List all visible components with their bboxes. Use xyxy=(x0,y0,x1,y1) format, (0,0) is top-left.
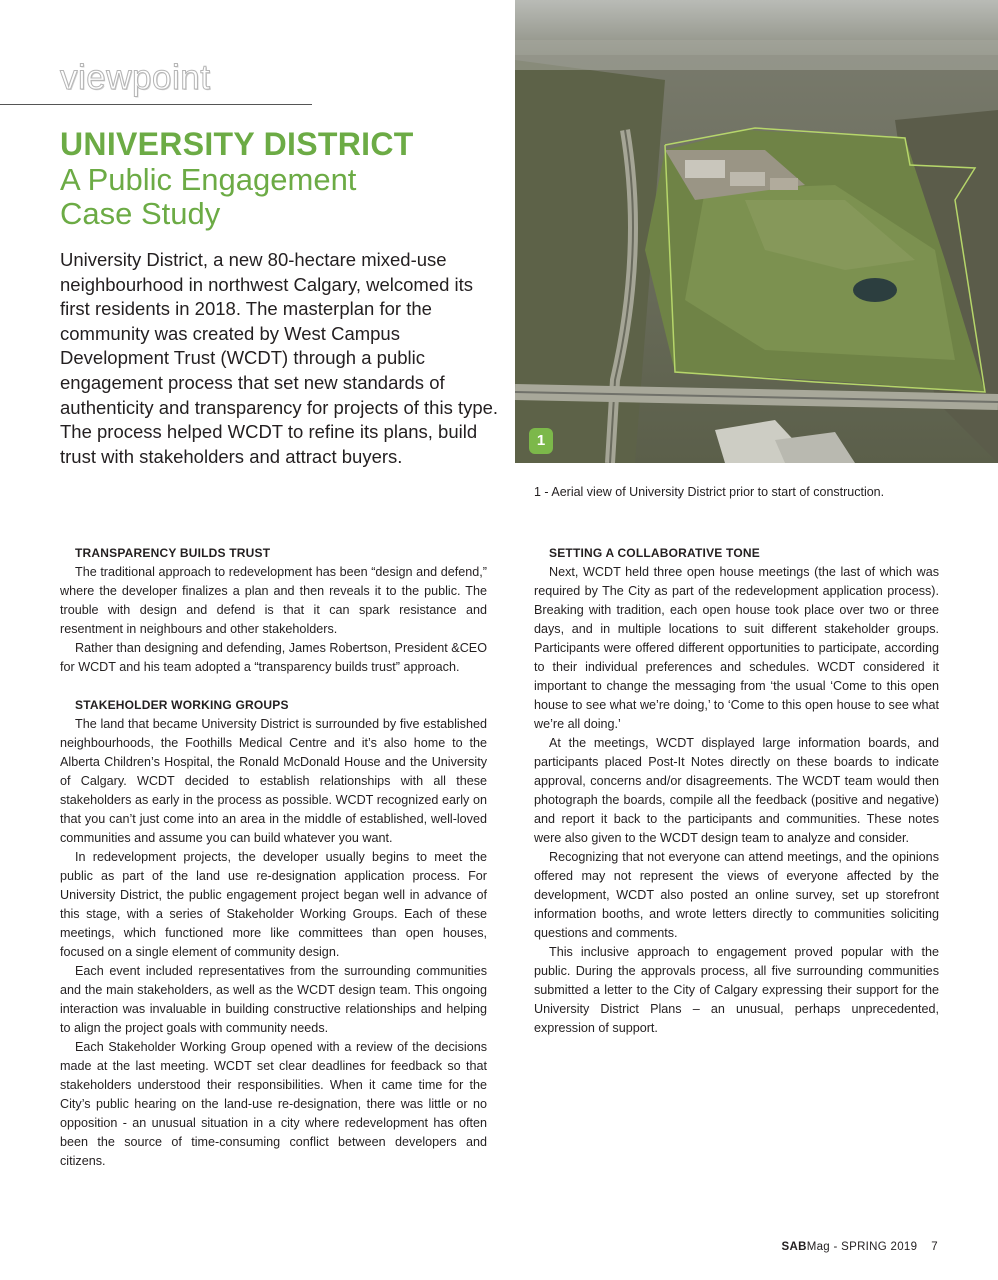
paragraph: Next, WCDT held three open house meetings (the last of which was required by The City as part of the redevelopment application process). Breaking with tradition, each open house took place over two or three days, and in multiple locations to suit different stakeholder groups. Participants were offered different opportunities to participate, according to their individual preferences and schedules. WCDT considered it important to change the messaging from ‘the usual ‘Come to this open house to see what we’re doing,’ to ‘Come to this open house to see what we’re all doing.’ xyxy=(534,565,939,731)
paragraph: Each Stakeholder Working Group opened with a review of the decisions made at the last meeting. WCDT set clear deadlines for feedback so that stakeholders understood their responsibilities. When it came time for the City’s public hearing on the land-use re-designation, there was little or no opposition - an unusual situation in a city where redevelopment has often been the source of time-consuming conflict between developers and citizens. xyxy=(60,1040,487,1168)
footer-brand-rest: Mag xyxy=(806,1241,831,1253)
article-title xyxy=(60,126,500,231)
paragraph: At the meetings, WCDT displayed large information boards, and participants placed Post-It Notes directly on these boards to indicate approval, concerns and/or disagreements. The WCDT team would then photograph the boards, compile all the feedback (positive and negative) and report it back to the participants and communities. These notes were also given to the WCDT design team to analyze and consider. xyxy=(534,736,939,845)
paragraph: Rather than designing and defending, James Robertson, President &CEO for WCDT and his team adopted a “transparency builds trust” approach. xyxy=(60,641,487,674)
title-subtitle-line-2: Case Study xyxy=(60,196,221,231)
heading-collaborative-tone: SETTING A COLLABORATIVE TONE xyxy=(549,546,760,560)
title-subtitle-line-1: A Public Engagement xyxy=(60,162,357,197)
figure-badge: 1 xyxy=(529,428,553,454)
section-tag: viewpoint xyxy=(60,58,211,97)
heading-stakeholder-groups: STAKEHOLDER WORKING GROUPS xyxy=(75,698,289,712)
paragraph: Each event included representatives from the surrounding communities and the main stakeholders, as well as the WCDT design team. This ongoing interaction was invaluable in building constructive relationships and helping to align the project goals with community needs. xyxy=(60,964,487,1035)
title-main: UNIVERSITY DISTRICT xyxy=(60,126,414,162)
intro-paragraph xyxy=(60,248,500,469)
aerial-photo-illustration xyxy=(515,0,998,463)
paragraph: This inclusive approach to engagement proved popular with the public. During the approvals process, all five surrounding communities submitted a letter to the City of Calgary expressing their support for the University District Plans – an unusual, perhaps unprecedented, expression of support. xyxy=(534,945,939,1035)
paragraph: The land that became University District is surrounded by five established neighbourhoods, the Foothills Medical Centre and it’s also home to the Alberta Children’s Hospital, the Ronald McDonald House and the University of Calgary. WCDT decided to establish relationships with all these stakeholders as early in the process as possible. WCDT recognized early on that you can’t just come into an area in the middle of established, well-loved communities and assume you can build whatever you want. xyxy=(60,717,487,845)
figure-caption: 1 - Aerial view of University District prior to start of construction. xyxy=(534,485,885,499)
paragraph: In redevelopment projects, the developer usually begins to meet the public as part of the land use re-designation application process. For University District, the public engagement project began well in advance of this stage, with a series of Stakeholder Working Groups. Each of these meetings, which functioned more like committees than open houses, focused on a single element of community design. xyxy=(60,850,487,959)
page-number: 7 xyxy=(931,1241,938,1253)
footer-issue: - SPRING 2019 xyxy=(830,1241,918,1253)
section-rule xyxy=(0,104,312,105)
heading-transparency: TRANSPARENCY BUILDS TRUST xyxy=(75,546,271,560)
footer-brand-bold: SAB xyxy=(781,1241,807,1253)
left-column xyxy=(60,544,487,1171)
paragraph: The traditional approach to redevelopment has been “design and defend,” where the developer finalizes a plan and then reveals it to the public. The trouble with design and defend is that it can spark resistance and resentment in neighbours and other stakeholders. xyxy=(60,565,487,636)
aerial-photo xyxy=(515,0,998,463)
intro-text: University District, a new 80-hectare mixed-use neighbourhood in northwest Calgary, welcomed its first residents in 2018. The masterplan for the community was created by West Campus Development Trust (WCDT) through a public engagement process that set new standards of authenticity and transparency for projects of this type. The process helped WCDT to refine its plans, build trust with stakeholders and attract buyers. xyxy=(60,249,499,467)
page-footer xyxy=(782,1241,938,1253)
right-column xyxy=(534,544,939,1038)
paragraph: Recognizing that not everyone can attend meetings, and the opinions offered may not represent the views of everyone affected by the development, WCDT also posted an online survey, set up storefront information booths, and wrote letters directly to communities soliciting questions and comments. xyxy=(534,850,939,940)
